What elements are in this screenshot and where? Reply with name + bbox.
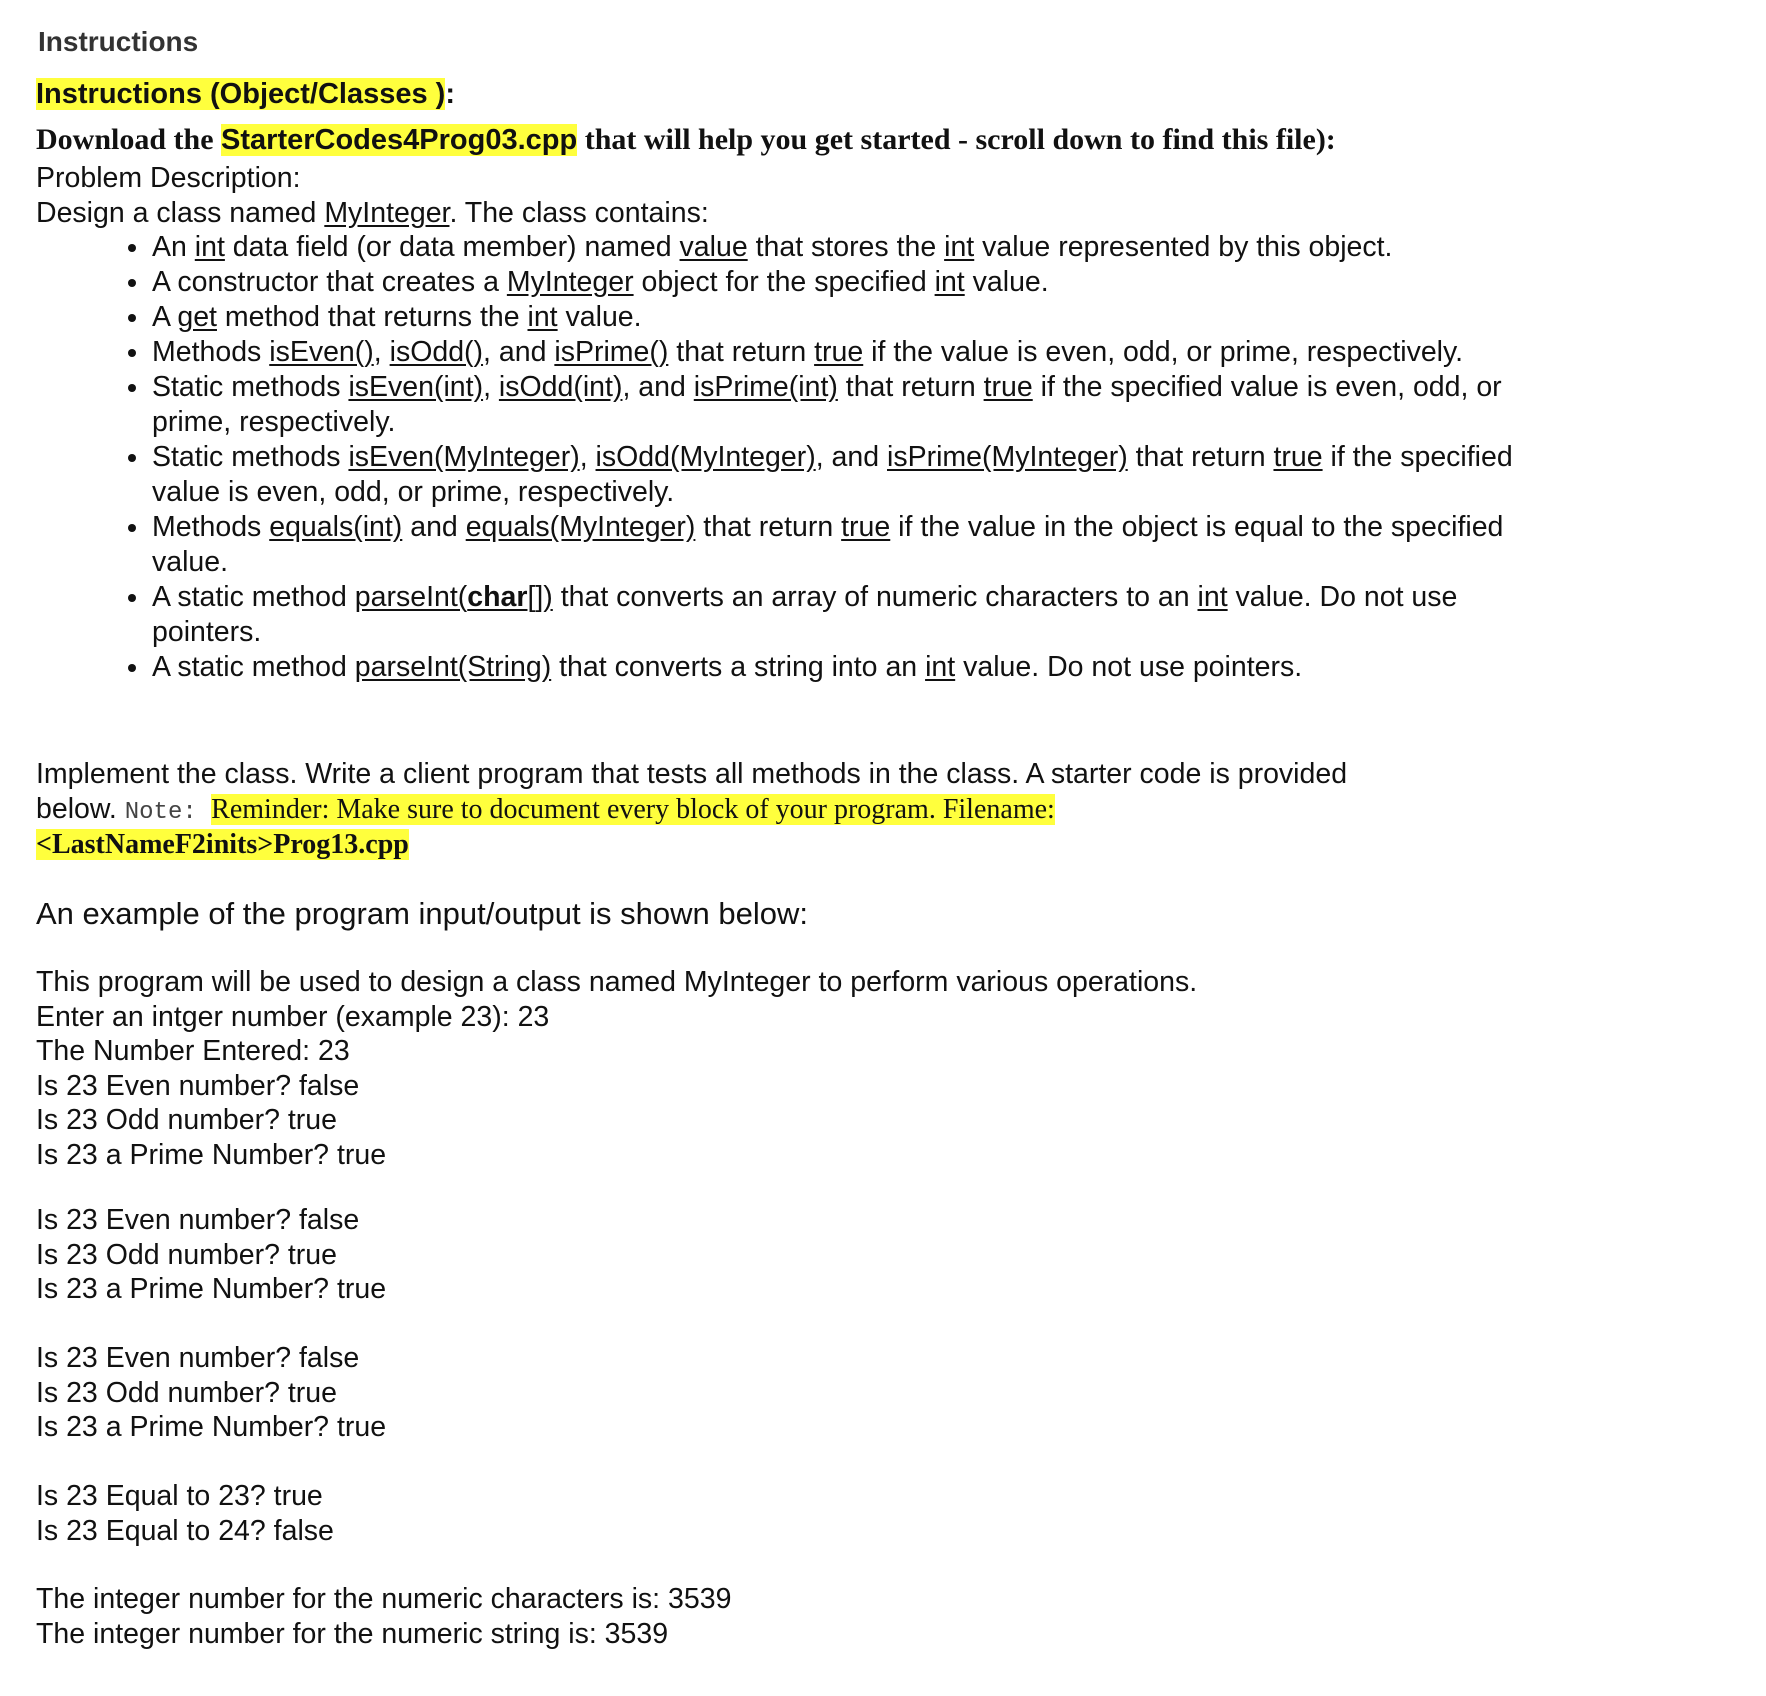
code-term: value [679, 231, 748, 263]
section-title-colon: : [445, 78, 455, 110]
note-label: Note: [124, 799, 212, 826]
code-term: isOdd(int) [498, 371, 623, 403]
requirement-item [152, 440, 1522, 510]
code-term: true [841, 511, 891, 543]
requirement-text: that converts an array of numeric characters to an [552, 581, 1198, 613]
design-suffix: . The class contains: [449, 197, 709, 229]
code-term: int [925, 651, 956, 683]
code-term: parseInt( [354, 581, 468, 613]
code-term: true [814, 336, 864, 368]
requirement-text: A [152, 301, 178, 333]
requirement-item [152, 230, 1522, 265]
code-term: isEven(int) [348, 371, 484, 403]
requirement-text: that return [1127, 441, 1274, 473]
code-term: isEven(MyInteger) [348, 441, 580, 473]
requirement-item [152, 650, 1522, 685]
requirement-item [152, 300, 1522, 335]
code-term: isEven() [269, 336, 374, 368]
requirement-text: that converts a string into an [551, 651, 926, 683]
requirement-text: value. Do not use pointers. [955, 651, 1303, 683]
implement-line-2 [36, 792, 1055, 830]
code-term: parseInt(String) [354, 651, 552, 683]
section-title [36, 77, 455, 111]
code-term: int [944, 231, 975, 263]
requirement-item [152, 370, 1522, 440]
output-line: The integer number for the numeric string is: 3539 [36, 1617, 669, 1650]
requirement-text: value. Do not use pointers. [152, 581, 1458, 648]
requirement-item [152, 335, 1522, 370]
requirement-text: , [483, 371, 499, 403]
requirement-text: and [402, 511, 466, 543]
code-term: isPrime(MyInteger) [887, 441, 1128, 473]
requirement-text: An [152, 231, 195, 263]
output-line: Is 23 Odd number? true [36, 1238, 338, 1271]
output-filename: <LastNameF2inits>Prog13.cpp [36, 829, 409, 860]
code-term: isPrime(int) [693, 371, 838, 403]
code-term: int [934, 266, 965, 298]
requirement-text: data field (or data member) named [224, 231, 680, 263]
output-line: Is 23 Even number? false [36, 1204, 360, 1236]
requirement-text: if the value in the object is equal to the specified value. [152, 511, 1504, 578]
section-title-text: Instructions (Object/Classes ) [36, 78, 446, 110]
download-suffix: that will help you get started - scroll down to find this file): [577, 123, 1336, 156]
code-term: equals(int) [269, 511, 403, 543]
requirement-item [152, 265, 1522, 300]
requirement-text: Static methods [152, 371, 349, 403]
design-prefix: Design a class named [36, 197, 325, 229]
requirement-text: that stores the [747, 231, 945, 263]
requirement-text: , [373, 336, 390, 368]
requirement-text: , and [622, 371, 694, 403]
output-line: Is 23 a Prime Number? true [36, 1411, 387, 1443]
implement-below: below. [36, 793, 125, 825]
starter-file-name: StarterCodes4Prog03.cpp [221, 124, 578, 156]
design-line [36, 196, 709, 230]
requirement-text: Static methods [152, 441, 349, 473]
output-line: Enter an intger number (example 23): 23 [36, 1000, 550, 1033]
requirement-text: Methods [152, 336, 270, 368]
problem-label: Problem Description: [36, 162, 301, 194]
requirement-text: value represented by this object. [974, 231, 1393, 263]
code-term: int [1197, 581, 1228, 613]
output-line: Is 23 a Prime Number? true [36, 1273, 387, 1305]
requirement-item [152, 580, 1522, 650]
implement-line-1: Implement the class. Write a client program that tests all methods in the class. A starter code is provided [36, 758, 1348, 790]
download-line [36, 123, 1336, 157]
requirement-text: value. [964, 266, 1049, 298]
code-term: int [194, 231, 225, 263]
code-term: isPrime() [554, 336, 669, 368]
code-term: char [467, 581, 528, 613]
reminder-text: Reminder: Make sure to document every block of your program. Filename: [211, 794, 1055, 825]
output-line: Is 23 Equal to 24? false [36, 1514, 334, 1547]
requirement-text: , and [483, 336, 555, 368]
code-term: []) [527, 581, 553, 613]
requirement-text: A static method [152, 581, 355, 613]
output-line: Is 23 Equal to 23? true [36, 1480, 323, 1512]
requirement-text: A static method [152, 651, 355, 683]
requirement-text: that return [668, 336, 815, 368]
requirement-text: if the value is even, odd, or prime, respectively. [863, 336, 1464, 368]
output-line: This program will be used to design a class named MyInteger to perform various operations. [36, 966, 1198, 998]
code-term: isOdd(MyInteger) [595, 441, 816, 473]
code-term: int [527, 301, 558, 333]
requirement-text: if the specified value is even, odd, or prime, respectively. [152, 441, 1513, 508]
requirement-text: , and [815, 441, 887, 473]
requirement-item [152, 510, 1522, 580]
code-term: isOdd() [389, 336, 484, 368]
output-line: Is 23 Even number? false [36, 1342, 360, 1374]
filename-line [36, 827, 409, 862]
output-line: Is 23 a Prime Number? true [36, 1138, 387, 1171]
requirement-text: that return [837, 371, 984, 403]
requirement-text: Methods [152, 511, 270, 543]
output-line: Is 23 Even number? false [36, 1069, 360, 1102]
code-term: true [983, 371, 1033, 403]
requirement-text: that return [695, 511, 842, 543]
requirements-list [0, 230, 1522, 685]
requirement-text: object for the specified [633, 266, 935, 298]
output-line: The Number Entered: 23 [36, 1035, 350, 1067]
code-term: get [177, 301, 217, 333]
code-term: true [1273, 441, 1323, 473]
design-class-name: MyInteger [324, 197, 450, 229]
code-term: MyInteger [506, 266, 634, 298]
requirement-text: method that returns the [216, 301, 528, 333]
output-line: Is 23 Odd number? true [36, 1104, 338, 1136]
output-line: Is 23 Odd number? true [36, 1376, 338, 1409]
requirement-text: if the specified value is even, odd, or prime, respectively. [152, 371, 1502, 438]
page-header: Instructions [38, 26, 199, 57]
output-line: The integer number for the numeric characters is: 3539 [36, 1583, 732, 1615]
download-prefix: Download the [36, 123, 222, 156]
requirement-text: value. [557, 301, 642, 333]
code-term: equals(MyInteger) [465, 511, 696, 543]
requirement-text: , [579, 441, 596, 473]
requirement-text: A constructor that creates a [152, 266, 507, 298]
example-heading: An example of the program input/output is shown below: [36, 896, 809, 931]
